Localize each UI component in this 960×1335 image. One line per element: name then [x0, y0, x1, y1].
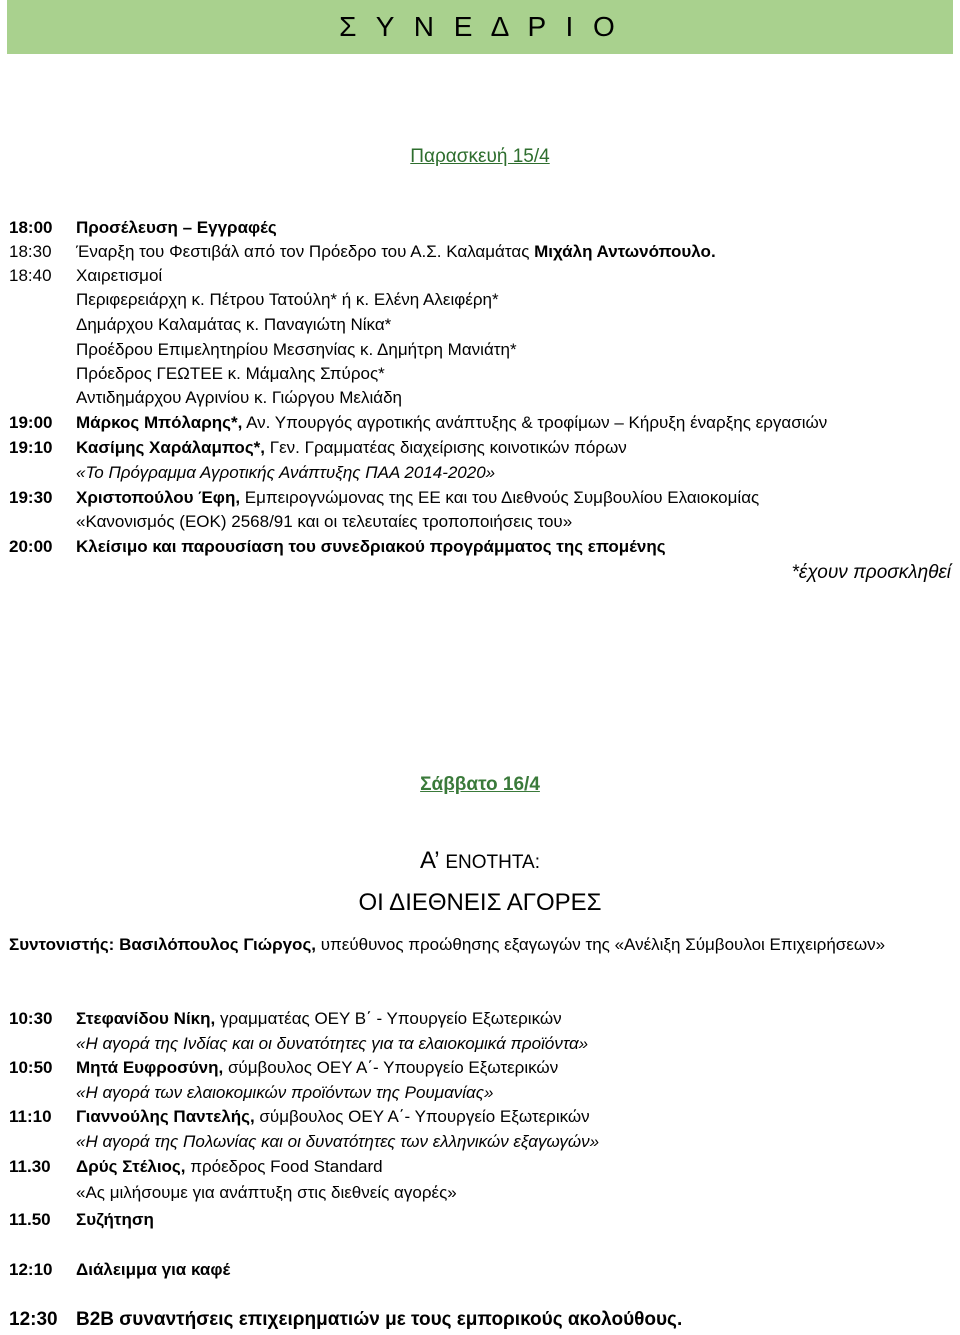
- coordinator: [9, 932, 951, 957]
- row-time: 18:30: [9, 242, 52, 261]
- row-text: Χαιρετισμοί: [76, 266, 163, 285]
- row-time: 19:00: [9, 413, 53, 432]
- row-text: Αν. Υπουργός αγροτικής ανάπτυξης & τροφίμων – Κήρυξη έναρξης εργασιών: [242, 413, 828, 432]
- row-italic: «Η αγορά της Ινδίας και οι δυνατότητες για τα ελαιοκομικά προϊόντα»: [76, 1034, 589, 1053]
- row-bold: Δρύς Στέλιος,: [76, 1157, 186, 1176]
- section-word: ΕΝΟΤΗΤΑ:: [445, 852, 540, 873]
- row-time: 20:00: [9, 537, 53, 556]
- page-title: Σ Υ Ν Ε Δ Ρ Ι Ο: [339, 11, 621, 42]
- row-time: 12:10: [9, 1260, 53, 1279]
- row-italic: «Το Πρόγραμμα Αγροτικής Ανάπτυξης ΠΑΑ 2014-2020»: [76, 463, 496, 482]
- title-banner: [7, 0, 953, 54]
- coordinator-label: Συντονιστής:: [9, 935, 115, 954]
- row-text: γραμματέας ΟΕΥ Β΄ - Υπουργείο Εξωτερικών: [215, 1009, 562, 1028]
- row-time: 10:30: [9, 1009, 53, 1028]
- row-time: 19:30: [9, 488, 53, 507]
- row-text: Δημάρχου Καλαμάτας κ. Παναγιώτη Νίκα*: [76, 315, 392, 334]
- row-text: σύμβουλος ΟΕΥ Α΄- Υπουργείο Εξωτερικών: [223, 1058, 559, 1077]
- row-time: 12:30: [9, 1309, 58, 1330]
- row-text: Εμπειρογνώμονας της ΕΕ και του Διεθνούς Συμβουλίου Ελαιοκομίας: [240, 488, 760, 507]
- row-text: Πρόεδρος ΓΕΩΤΕΕ κ. Μάμαλης Σπύρος*: [76, 364, 385, 383]
- row-text: «Κανονισμός (ΕΟΚ) 2568/91 και οι τελευταίες τροποποιήσεις του»: [76, 512, 573, 531]
- row-bold: Μητά Ευφροσύνη,: [76, 1058, 224, 1077]
- row-text: Έναρξη του Φεστιβάλ από τον Πρόεδρο του Α.Σ. Καλαμάτας: [76, 242, 535, 261]
- section-heading: [0, 847, 960, 875]
- row-text: Γεν. Γραμματέας διαχείρισης κοινοτικών πόρων: [265, 438, 627, 457]
- row-time: 18:40: [9, 266, 52, 285]
- row-time: 11.30: [9, 1157, 51, 1176]
- row-time: 11:10: [9, 1107, 52, 1126]
- row-text: «Ας μιλήσουμε για ανάπτυξη στις διεθνείς αγορές»: [76, 1183, 457, 1202]
- row-text: Περιφερειάρχη κ. Πέτρου Τατούλη* ή κ. Ελένη Αλειφέρη*: [76, 290, 499, 309]
- row-bold: Κασίμης Χαράλαμπος*,: [76, 438, 266, 457]
- section-label: Α’: [420, 847, 439, 874]
- row-time: 19:10: [9, 438, 53, 457]
- row-italic: «Η αγορά των ελαιοκομικών προϊόντων της Ρουμανίας»: [76, 1083, 494, 1102]
- row-text: Προέδρου Επιμελητηρίου Μεσσηνίας κ. Δημήτρη Μανιάτη*: [76, 340, 517, 359]
- row-bold: Συζήτηση: [76, 1210, 154, 1229]
- row-bold: B2B συναντήσεις επιχειρηματιών με τους εμπορικούς ακολούθους.: [76, 1309, 683, 1330]
- row-italic: «Η αγορά της Πολωνίας και οι δυνατότητες των ελληνικών εξαγωγών»: [76, 1132, 600, 1151]
- row-bold: Μάρκος Μπόλαρης*,: [76, 413, 243, 432]
- row-bold: Κλείσιμο και παρουσίαση του συνεδριακού προγράμματος της επομένης: [76, 537, 666, 556]
- row-text: Αντιδημάρχου Αγρινίου κ. Γιώργου Μελιάδη: [76, 388, 403, 407]
- row-text: πρόεδρος Food Standard: [185, 1157, 383, 1176]
- row-bold: Γιαννούλης Παντελής,: [76, 1107, 255, 1126]
- row-bold: Προσέλευση – Εγγραφές: [76, 218, 277, 237]
- row-time: 18:00: [9, 218, 53, 237]
- section-title: ΟΙ ΔΙΕΘΝΕΙΣ ΑΓΟΡΕΣ: [358, 889, 602, 916]
- row-time: 10:50: [9, 1058, 53, 1077]
- row-bold: Στεφανίδου Νίκη,: [76, 1009, 216, 1028]
- row-bold: Διάλειμμα για καφέ: [76, 1260, 231, 1279]
- friday-heading: Παρασκευή 15/4: [410, 146, 550, 167]
- coordinator-name: Βασιλόπουλος Γιώργος,: [119, 935, 317, 954]
- row-bold: Μιχάλη Αντωνόπουλο.: [534, 242, 716, 261]
- coordinator-text: υπεύθυνος προώθησης εξαγωγών της «Ανέλιξη Σύμβουλοι Επιχειρήσεων»: [316, 935, 886, 954]
- saturday-heading: Σάββατο 16/4: [420, 774, 540, 795]
- row-bold: Χριστοπούλου Έφη,: [76, 488, 241, 507]
- row-text: σύμβουλος ΟΕΥ Α΄- Υπουργείο Εξωτερικών: [254, 1107, 590, 1126]
- row-time: 11.50: [9, 1210, 51, 1229]
- invitation-note: *έχουν προσκληθεί: [791, 562, 951, 583]
